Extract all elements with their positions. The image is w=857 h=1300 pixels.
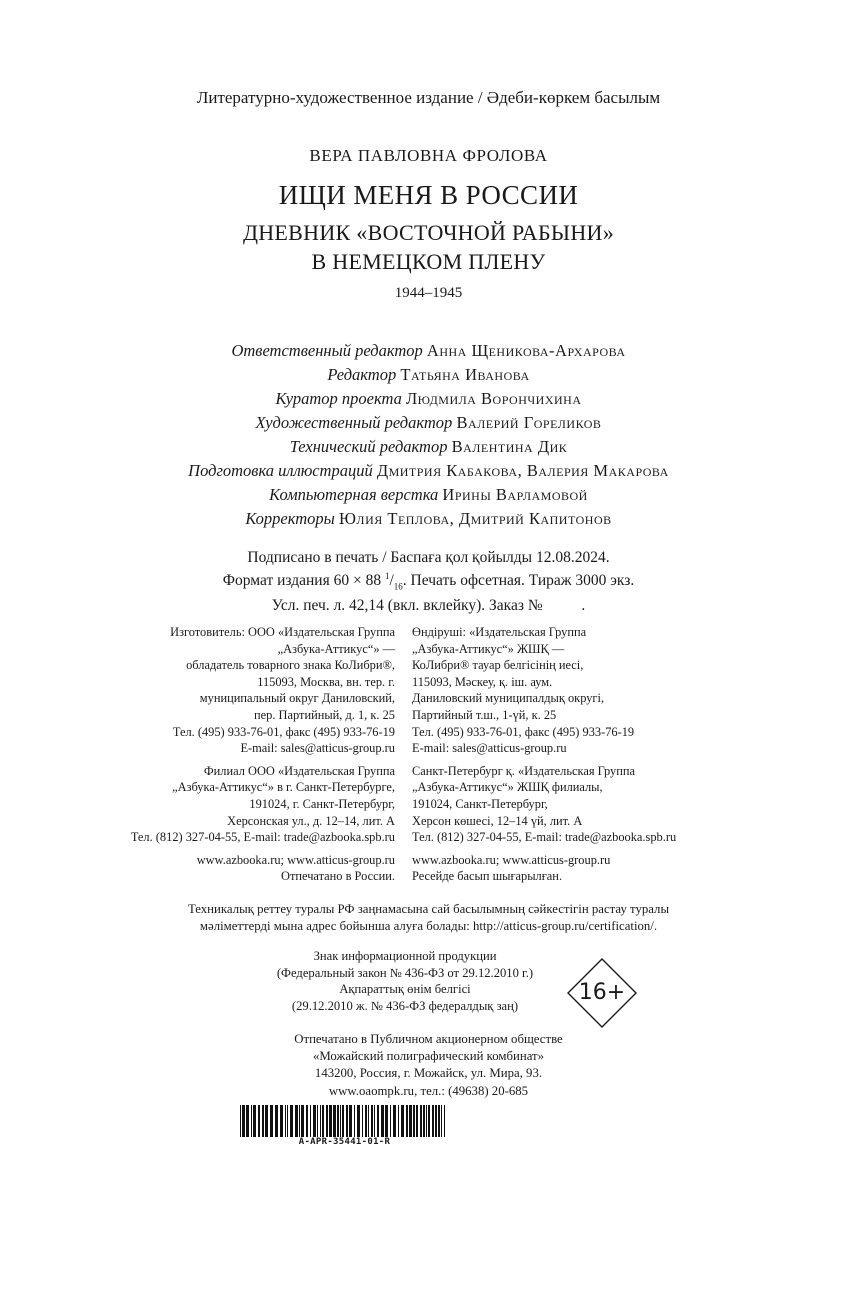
text-line: 191024, Санкт-Петербург, <box>412 796 548 811</box>
credits-list <box>0 339 857 531</box>
years: 1944–1945 <box>394 285 463 301</box>
text-line: пер. Партийный, д. 1, к. 25 <box>254 707 395 722</box>
credit-name: Дмитрия Кабакова, Валерия Макарова <box>376 461 669 480</box>
credit-role: Ответственный редактор <box>231 341 423 360</box>
age-rating-text: 16+ <box>578 980 626 1005</box>
text-line: Изготовитель: ООО «Издательская Группа <box>170 625 395 639</box>
credit-name: Людмила Ворончихина <box>405 389 582 408</box>
text-line: мәліметтерді мына адрес бойынша алуға болады: http://atticus-group.ru/certification/. <box>199 919 658 933</box>
text-line: Филиал ООО «Издательская Группа <box>203 763 395 778</box>
printer-info <box>0 1031 857 1100</box>
edition-type: Литературно-художественное издание / Әдеби-көркем басылым <box>196 88 661 107</box>
credit-line <box>0 387 857 411</box>
text-line: E-mail: sales@atticus-group.ru <box>412 741 567 756</box>
signed-date: Подписано в печать / Баспаға қол қойылды 12.08.2024. <box>247 549 610 566</box>
publisher-ru-web <box>131 852 395 885</box>
text-line: „Азбука-Аттикус“» ЖШҚ филиалы, <box>412 780 603 795</box>
text-line: «Можайский полиграфический комбинат» <box>312 1049 545 1064</box>
text-line: Ақпараттық өнім белгісі <box>339 982 471 996</box>
text-line: www.azbooka.ru; www.atticus-group.ru <box>412 852 611 867</box>
credit-role: Редактор <box>327 365 397 384</box>
credit-line <box>0 483 857 507</box>
text-line: www.azbooka.ru; www.atticus-group.ru <box>196 852 395 867</box>
book-subtitle <box>0 218 857 276</box>
format-frac-num: 1 <box>384 571 390 581</box>
credit-name: Татьяна Иванова <box>400 365 530 384</box>
text-line: Херсон көшесі, 12–14 үй, лит. А <box>412 813 583 828</box>
text-line: обладатель товарного знака КоЛибри®, <box>186 658 395 673</box>
format-line: Формат издания 60 × 88 $^1/_{16}$. Печать офсетная. Тираж 3000 экз. <box>222 571 635 592</box>
publisher-ru-column <box>131 624 395 885</box>
publisher-kz-column <box>412 624 676 885</box>
credit-name: Валентина Дик <box>451 437 568 456</box>
credit-line <box>0 459 857 483</box>
text-line: „Азбука-Аттикус“» — <box>277 641 395 656</box>
text-line: 115093, Мәскеу, қ. іш. аум. <box>412 674 553 689</box>
text-line: (Федеральный закон № 436-ФЗ от 29.12.2010 г.) <box>276 965 534 980</box>
credit-line <box>0 507 857 531</box>
publisher-ru-manufacturer <box>131 624 395 757</box>
text-line: Санкт-Петербург қ. «Издательская Группа <box>412 763 636 778</box>
print-info <box>0 548 857 615</box>
credit-name: Валерий Гореликов <box>456 413 602 432</box>
text-line: Өндіруші: «Издательская Группа <box>412 625 587 639</box>
text-line: Отпечатано в России. <box>281 869 395 884</box>
format-frac-den: 16 <box>393 581 403 592</box>
publisher-kz-web <box>412 852 676 885</box>
text-line: Тел. (495) 933-76-01, факс (495) 933-76-19 <box>172 724 395 739</box>
publisher-kz-manufacturer <box>412 624 676 757</box>
text-line: 191024, г. Санкт-Петербург, <box>249 796 395 811</box>
text-line: Отпечатано в Публичном акционерном обществе <box>294 1032 563 1046</box>
credit-role: Компьютерная верстка <box>269 485 439 504</box>
book-title: ИЩИ МЕНЯ В РОССИИ <box>278 180 579 210</box>
text-line: КоЛибри® тауар белгісінің иесі, <box>412 658 584 673</box>
info-product-notice <box>240 948 570 1014</box>
subtitle-line: В НЕМЕЦКОМ ПЛЕНУ <box>311 249 546 274</box>
tech-regulation-note <box>0 901 857 935</box>
format-prefix: Формат издания 60 × 88 <box>222 572 385 590</box>
text-line: 115093, Москва, вн. тер. г. <box>257 674 395 689</box>
text-line: Техникалық реттеу туралы РФ заңнамасына сай басылымның сәйкестігін растау туралы <box>187 902 670 916</box>
text-line: Тел. (812) 327-04-55, E-mail: trade@azbooka.spb.ru <box>412 830 677 845</box>
credit-line <box>0 411 857 435</box>
credit-line <box>0 435 857 459</box>
credit-role: Корректоры <box>245 509 335 528</box>
publisher-kz-branch <box>412 763 676 846</box>
credit-role: Куратор проекта <box>275 389 402 408</box>
text-line: „Азбука-Аттикус“» в г. Санкт-Петербурге, <box>172 780 395 795</box>
text-line: Ресейде басып шығарылған. <box>412 869 563 884</box>
text-line: Тел. (812) 327-04-55, E-mail: trade@azbooka.spb.ru <box>130 830 395 845</box>
text-line: Даниловский муниципалдық округі, <box>412 691 605 706</box>
text-line: „Азбука-Аттикус“» ЖШҚ — <box>412 641 565 656</box>
subtitle-line: ДНЕВНИК «ВОСТОЧНОЙ РАБЫНИ» <box>242 220 615 245</box>
credit-role: Подготовка иллюстраций <box>188 461 373 480</box>
text-line: Херсонская ул., д. 12–14, лит. А <box>227 813 395 828</box>
credit-line <box>0 363 857 387</box>
credit-name: Анна Щеникова-Архарова <box>426 341 626 360</box>
credit-role: Художественный редактор <box>255 413 453 432</box>
publisher-ru-branch <box>131 763 395 846</box>
age-rating-badge <box>567 958 637 1028</box>
text-line: Тел. (495) 933-76-01, факс (495) 933-76-19 <box>412 724 635 739</box>
barcode-icon <box>240 1105 449 1137</box>
sheets-line: Усл. печ. л. 42,14 (вкл. вклейку). Заказ № . <box>271 597 586 615</box>
text-line: E-mail: sales@atticus-group.ru <box>240 741 395 756</box>
format-suffix: . Печать офсетная. Тираж 3000 экз. <box>402 572 635 590</box>
text-line: 143200, Россия, г. Можайск, ул. Мира, 93. <box>314 1066 543 1081</box>
text-line: Знак информационной продукции <box>313 949 497 963</box>
credit-name: Ирины Варламовой <box>442 485 588 504</box>
credit-line <box>0 339 857 363</box>
barcode-code: A-APR-35441-01-R <box>298 1137 391 1147</box>
credit-name: Юлия Теплова, Дмитрий Капитонов <box>338 509 612 528</box>
credit-role: Технический редактор <box>289 437 448 456</box>
text-line: муниципальный округ Даниловский, <box>199 691 395 706</box>
text-line: (29.12.2010 ж. № 436-ФЗ федералдық заң) <box>291 998 519 1013</box>
text-line: Партийный т.ш., 1-үй, к. 25 <box>412 707 557 722</box>
text-line: www.oaompk.ru, тел.: (49638) 20-685 <box>328 1083 529 1098</box>
author-name: ВЕРА ПАВЛОВНА ФРОЛОВА <box>309 146 548 165</box>
